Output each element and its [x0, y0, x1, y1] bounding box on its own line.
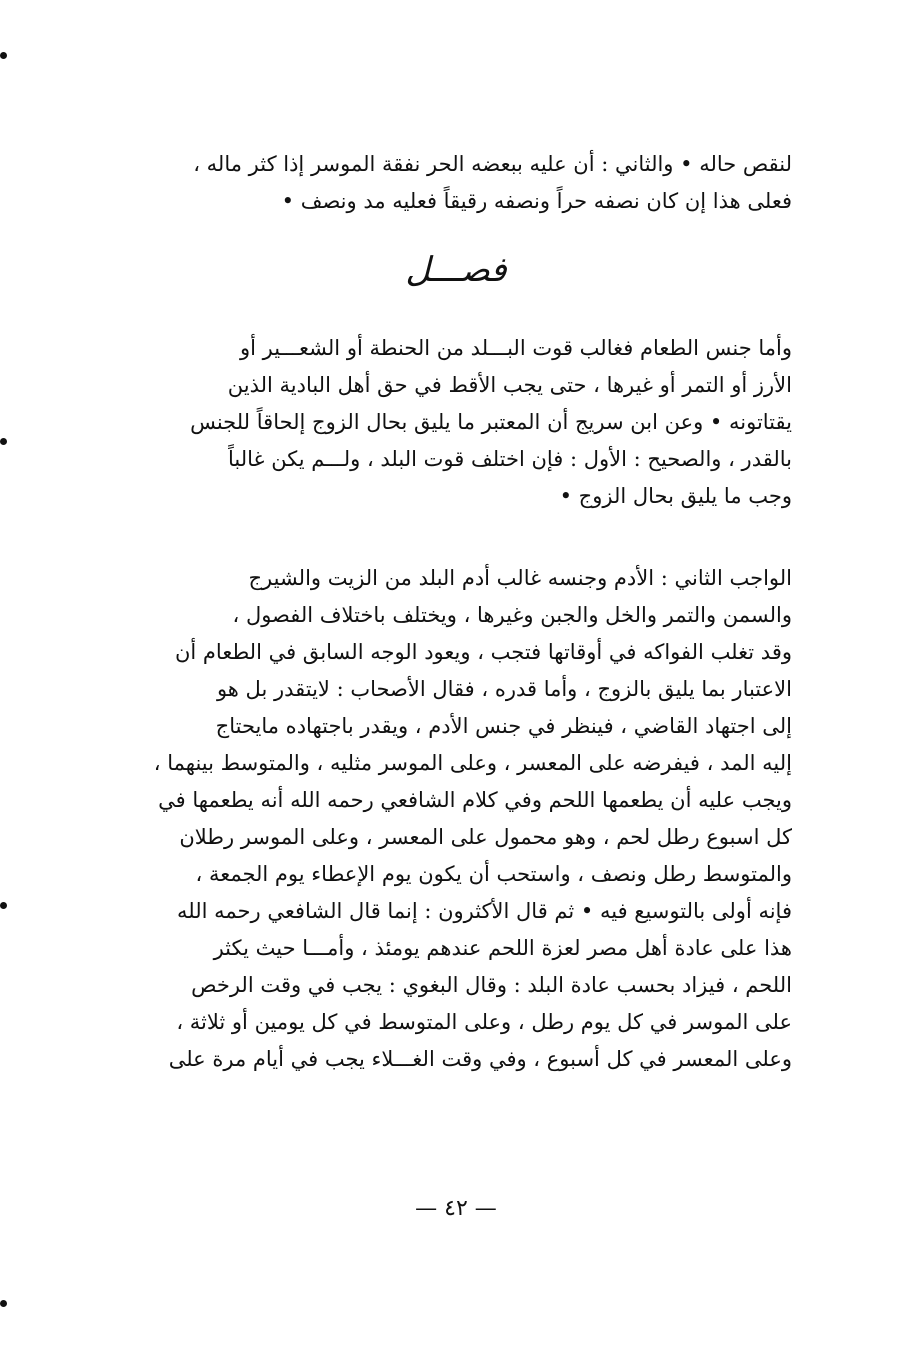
text-line: وقد تغلب الفواكه في أوقاتها فتجب ، ويعود الوجه السابق في الطعام أن — [174, 640, 792, 664]
text-line: وجب ما يليق بحال الزوج • — [559, 484, 792, 508]
text-line: يقتاتونه • وعن ابن سريج أن المعتبر ما يليق بحال الزوج إلحاقاً للجنس — [190, 410, 792, 434]
paragraph-intro — [150, 146, 792, 220]
margin-mark — [0, 902, 7, 909]
text-line: هذا على عادة أهل مصر لعزة اللحم عندهم يومئذ ، وأمـــا حيث يكثر — [213, 936, 792, 960]
text-line: فإنه أولى بالتوسيع فيه • ثم قال الأكثرون : إنما قال الشافعي رحمه الله — [177, 899, 792, 923]
text-line: الأرز أو التمر أو غيرها ، حتى يجب الأقط في حق أهل البادية الذين — [227, 373, 792, 397]
margin-mark — [0, 52, 7, 59]
text-line: وأما جنس الطعام فغالب قوت البـــلد من الحنطة أو الشعـــير أو — [240, 336, 792, 360]
margin-mark — [0, 438, 7, 445]
margin-mark — [0, 1300, 7, 1307]
text-line: إليه المد ، فيفرضه على المعسر ، وعلى الموسر مثليه ، والمتوسط بينهما ، — [153, 751, 792, 775]
text-line: وعلى المعسر في كل أسبوع ، وفي وقت الغـــلاء يجب في أيام مرة على — [168, 1047, 792, 1071]
text-line: بالقدر ، والصحيح : الأول : فإن اختلف قوت البلد ، ولـــم يكن غالباً — [228, 447, 792, 471]
text-line: الواجب الثاني : الأدم وجنسه غالب أدم البلد من الزيت والشيرج — [248, 566, 792, 590]
text-line: والسمن والتمر والخل والجبن وغيرها ، ويختلف باختلاف الفصول ، — [232, 603, 792, 627]
text-line: على الموسر في كل يوم رطل ، وعلى المتوسط في كل يومين أو ثلاثة ، — [176, 1010, 792, 1034]
text-line: ويجب عليه أن يطعمها اللحم وفي كلام الشافعي رحمه الله أنه يطعمها في — [158, 788, 792, 812]
text-line: اللحم ، فيزاد بحسب عادة البلد : وقال البغوي : يجب في وقت الرخص — [191, 973, 792, 997]
text-line: لنقص حاله • والثاني : أن عليه ببعضه الحر نفقة الموسر إذا كثر ماله ، — [193, 152, 792, 176]
text-line: الاعتبار بما يليق بالزوج ، وأما قدره ، فقال الأصحاب : لايتقدر بل هو — [216, 677, 792, 701]
text-line: فعلى هذا إن كان نصفه حراً ونصفه رقيقاً فعليه مد ونصف • — [281, 189, 792, 213]
text-line: إلى اجتهاد القاضي ، فينظر في جنس الأدم ، ويقدر باجتهاده مايحتاج — [215, 714, 792, 738]
section-heading: فصـــل — [405, 250, 507, 290]
text-line: والمتوسط رطل ونصف ، واستحب أن يكون يوم الإعطاء يوم الجمعة ، — [195, 862, 792, 886]
paragraph-food-type — [150, 330, 792, 515]
page-number: — ٤٢ — — [415, 1196, 497, 1221]
text-line: كل اسبوع رطل لحم ، وهو محمول على المعسر ، وعلى الموسر رطلان — [179, 825, 792, 849]
paragraph-second-obligation — [150, 560, 792, 1078]
